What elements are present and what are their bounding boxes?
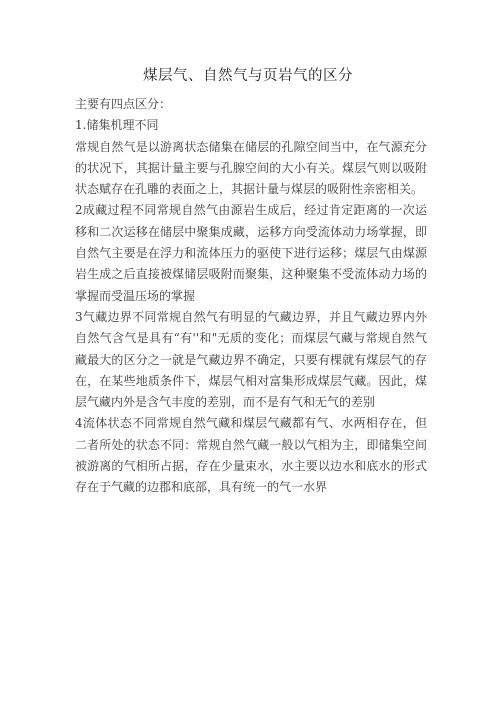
document-body xyxy=(75,94,427,499)
intro-paragraph: 主要有四点区分： xyxy=(75,97,172,111)
section-1-paragraph: 常规自然气是以游离状态储集在储层的孔隙空间当中，在气源充分的状况下，其据计量主要与孔腺空间的大小有关。煤层气则以吸附状态赋存在孔雕的表面之上，其据计量与煤层的吸附性亲密相关。 xyxy=(75,139,427,197)
section-3-paragraph: 3气藏边界不同常规自然气有明显的气藏边界，并且气藏边界内外自然气含气是具有“有''和"无质的变化；而煤层气藏与常规自然气藏最大的区分之一就是气藏边界不确定，只要有棵就有煤层气的存在，在某些地质条件下，煤层气相对富集形成煤层气藏。因此，煤层气藏内外是含气丰度的差别，而不是有气和无气的差别 xyxy=(75,309,427,410)
document-title: 煤层气、自然气与页岩气的区分 xyxy=(143,68,353,84)
section-1-heading: 1.储集机理不同 xyxy=(75,118,159,133)
section-4-paragraph: 4流体状态不同常规自然气藏和煤层气藏都有气、水两相存在，但二者所处的状态不同：常规自然气藏一般以气相为主，即储集空间被游离的气相所占据，存在少量束水，水主要以边水和底水的形式存在于气藏的边郡和底部，具有统一的气一水界 xyxy=(75,416,427,495)
section-2-paragraph: 2成藏过程不同常规自然气由源岩生成后，经过肯定距离的一次运移和二次运移在储层中聚集成藏，运移方向受流体动力场掌握，即自然气主要是在浮力和流体压力的驱使下进行运移；煤层气由煤源岩生成之后直接被煤储层吸附而聚集，这种聚集不受流体动力场的掌握而受温压场的掌握 xyxy=(75,203,427,303)
